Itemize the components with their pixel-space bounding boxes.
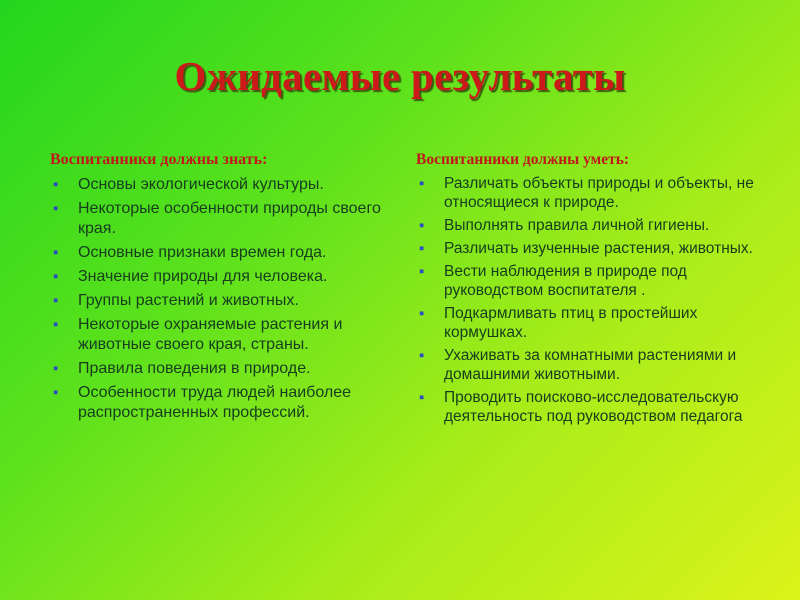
bullet-icon: ▪ — [53, 176, 59, 193]
list-item — [50, 291, 395, 311]
list-item-text: Особенности труда людей наиболее распространенных профессий. — [78, 384, 351, 421]
bullet-icon: ▪ — [53, 316, 59, 333]
knowledge-list — [50, 175, 395, 423]
list-item — [50, 175, 395, 195]
list-item — [416, 216, 761, 235]
list-item-text: Основные признаки времен года. — [78, 244, 327, 261]
list-item-text: Некоторые охраняемые растения и животные своего края, страны. — [78, 316, 343, 353]
list-item — [50, 359, 395, 379]
bullet-icon: ▪ — [419, 240, 425, 257]
bullet-icon: ▪ — [419, 175, 425, 192]
list-item-text: Некоторые особенности природы своего края. — [78, 200, 381, 237]
list-item — [50, 243, 395, 263]
list-item-text: Различать изученные растения, животных. — [444, 240, 753, 257]
list-item-text: Значение природы для человека. — [78, 268, 328, 285]
list-item-text: Правила поведения в природе. — [78, 360, 311, 377]
list-item — [416, 262, 761, 300]
knowledge-heading: Воспитанники должны знать: — [50, 151, 268, 168]
bullet-icon: ▪ — [419, 347, 425, 364]
list-item-text: Различать объекты природы и объекты, не относящиеся к природе. — [444, 175, 754, 211]
list-item — [416, 174, 761, 212]
bullet-icon: ▪ — [53, 360, 59, 377]
list-item — [50, 315, 395, 355]
bullet-icon: ▪ — [53, 244, 59, 261]
list-item — [50, 383, 395, 423]
list-item-text: Выполнять правила личной гигиены. — [444, 217, 710, 234]
bullet-icon: ▪ — [419, 389, 425, 406]
skills-heading: Воспитанники должны уметь: — [416, 151, 630, 168]
list-item — [416, 239, 761, 258]
list-item-text: Проводить поисково-исследовательскую деятельность под руководством педагога — [444, 389, 743, 425]
skills-column — [416, 150, 761, 430]
list-item — [50, 199, 395, 239]
knowledge-column — [50, 150, 395, 427]
bullet-icon: ▪ — [419, 217, 425, 234]
bullet-icon: ▪ — [53, 384, 59, 401]
list-item — [416, 388, 761, 426]
bullet-icon: ▪ — [53, 268, 59, 285]
list-item-text: Вести наблюдения в природе под руководством воспитателя . — [444, 263, 687, 299]
bullet-icon: ▪ — [419, 263, 425, 280]
list-item — [416, 346, 761, 384]
list-item — [50, 267, 395, 287]
slide-title: Ожидаемые результаты — [174, 53, 626, 99]
list-item-text: Группы растений и животных. — [78, 292, 299, 309]
list-item — [416, 304, 761, 342]
bullet-icon: ▪ — [53, 200, 59, 217]
bullet-icon: ▪ — [53, 292, 59, 309]
list-item-text: Основы экологической культуры. — [78, 176, 324, 193]
bullet-icon: ▪ — [419, 305, 425, 322]
list-item-text: Ухаживать за комнатными растениями и домашними животными. — [444, 347, 737, 383]
list-item-text: Подкармливать птиц в простейших кормушках. — [444, 305, 698, 341]
skills-list — [416, 174, 761, 426]
